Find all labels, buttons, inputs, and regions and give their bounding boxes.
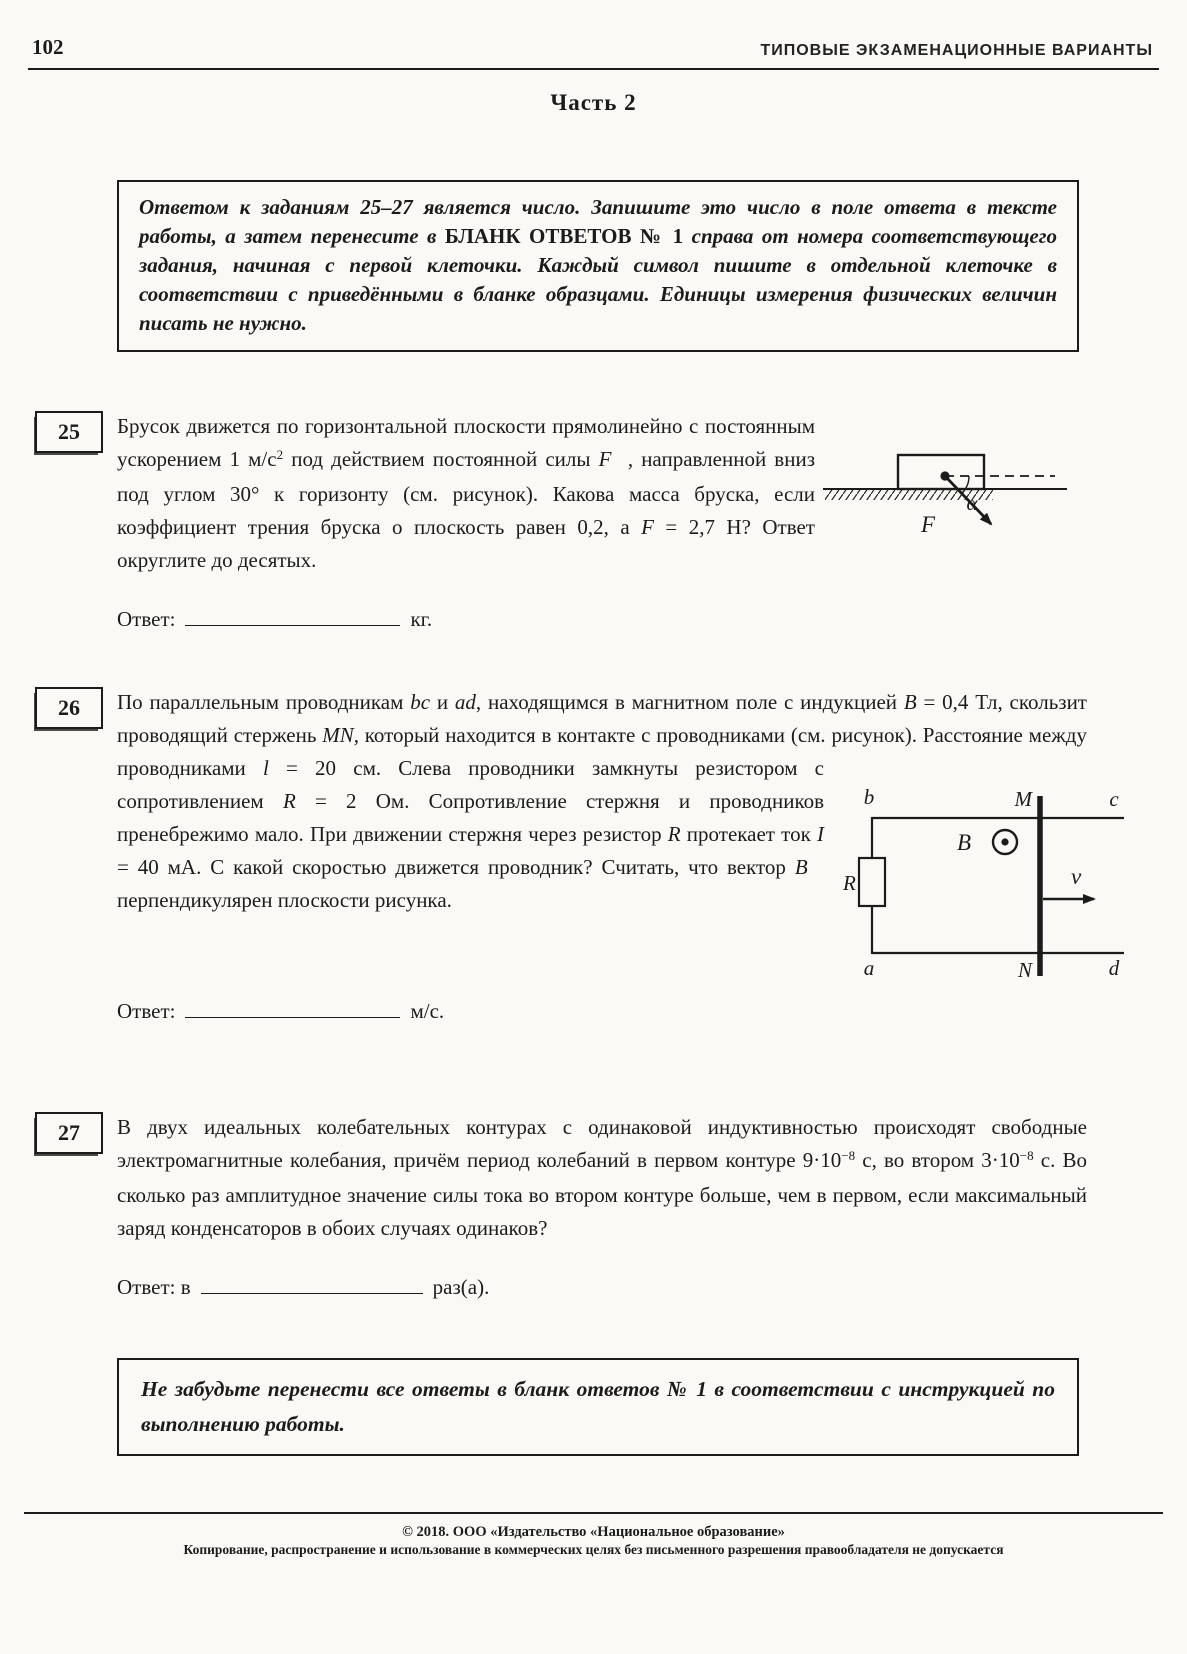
label-R: R: [843, 871, 856, 896]
force-label: F⃗: [921, 512, 953, 537]
page-number: 102: [32, 35, 64, 59]
field-dot: [1001, 838, 1008, 845]
answer-row-25: [117, 603, 1087, 634]
problem-26: [32, 686, 1155, 1026]
answer-blank[interactable]: [185, 995, 400, 1018]
reminder-box: [117, 1358, 1079, 1456]
problem-26-text: По параллельным проводникам bc и ad, находящимся в магнитном поле с индукцией B = 0,4 Тл, скользит проводящий стержень MN, который находится в контакте с проводниками (см. рисунок). Расстояние между проводниками l = 20 см. Слева проводники замкнуты резистором с сопротивлением R = 2 Ом. Сопротивление стержня и проводников пренебрежимо мало. При движении стержня через резистор R протекает ток I = 40 мА. С какой скоростью движется проводник? Считать, что вектор B⃗ перпендикулярен плоскости рисунка.: [117, 690, 1087, 913]
instruction-text: Ответом к заданиям 25–27 является число. Запишите это число в поле ответа в тексте работы, а затем перенесите в БЛАНК ОТВЕТОВ № 1 справа от номера соответствующего задания, начиная с первой клеточки. Каждый символ пишите в отдельной клеточке в соответствии с приведёнными в бланке образцами. Единицы измерения физических величин писать не нужно.: [139, 195, 1058, 335]
problem-27-number-box: 27: [35, 1112, 103, 1154]
problem-25: [32, 410, 1155, 634]
answer-blank[interactable]: [185, 603, 400, 626]
answer-row-26: [117, 995, 1087, 1026]
problem-26-figure: [842, 756, 1142, 989]
label-d: d: [1108, 956, 1120, 981]
problem-27: [32, 1111, 1155, 1302]
label-N: N: [1017, 958, 1032, 983]
answer-unit: м/с.: [410, 999, 445, 1024]
label-a: a: [863, 956, 875, 981]
block: [898, 455, 984, 489]
copyright-line: © 2018. ООО «Издательство «Национальное образование»: [402, 1524, 785, 1541]
resistor: [859, 858, 885, 906]
answer-unit: раз(а).: [432, 1275, 490, 1300]
answer-label: Ответ:: [117, 999, 176, 1024]
label-c: c: [1109, 787, 1119, 812]
problem-25-text: Брусок движется по горизонтальной плоскости прямолинейно с постоянным ускорением 1 $м/с^2$ под действием постоянной силы F⃗, направленной вниз под углом 30° к горизонту (см. рисунок). Какова масса бруска, если коэффициент трения бруска о плоскость равен 0,2, а F = 2,7 Н? Ответ округлите до десятых.: [117, 414, 815, 572]
problem-25-body: [117, 410, 1087, 634]
answer-label: Ответ: в: [117, 1275, 191, 1300]
angle-label: α: [966, 491, 978, 515]
label-v-vector: v⃗: [1070, 864, 1100, 890]
section-title: Часть 2: [550, 90, 637, 115]
instruction-box: [117, 180, 1079, 352]
reminder-text: Не забудьте перенести все ответы в бланк ответов № 1 в соответствии с инструкцией по выполнению работы.: [141, 1377, 1055, 1437]
page-header: [32, 34, 1155, 66]
problem-25-number-box: 25: [35, 411, 103, 453]
problem-27-text: В двух идеальных колебательных контурах с одинаковой индуктивностью происходят свободные электромагнитные колебания, причём период колебаний в первом контуре $9\cdot 10^{-8}$ с, во втором $3\cdot 10^{-8}$ с. Во сколько раз амплитудное значение силы тока во втором контуре больше, чем в первом, если максимальный заряд конденсаторов в обоих случаях одинаков?: [117, 1115, 1087, 1241]
answer-unit: кг.: [410, 607, 433, 632]
answer-row-27: [117, 1271, 1087, 1302]
label-M: M: [1014, 787, 1032, 812]
header-divider: [28, 68, 1159, 70]
circuit-diagram: [842, 756, 1142, 984]
problem-27-body: [117, 1111, 1087, 1302]
block-on-plane-diagram: [815, 424, 1087, 552]
problem-25-figure: [815, 410, 1087, 577]
footer-divider: [24, 1512, 1163, 1514]
legal-line: Копирование, распространение и использование в коммерческих целях без письменного разрешения правообладателя не допускается: [183, 1542, 1004, 1558]
answer-label: Ответ:: [117, 607, 176, 632]
running-head: ТИПОВЫЕ ЭКЗАМЕНАЦИОННЫЕ ВАРИАНТЫ: [760, 42, 1153, 59]
problem-26-number-box: 26: [35, 687, 103, 729]
page-footer: [32, 1523, 1155, 1558]
label-b: b: [863, 785, 875, 810]
problem-26-body: [117, 686, 1120, 1026]
label-B-vector: B⃗: [957, 830, 989, 856]
answer-blank[interactable]: [201, 1271, 423, 1294]
